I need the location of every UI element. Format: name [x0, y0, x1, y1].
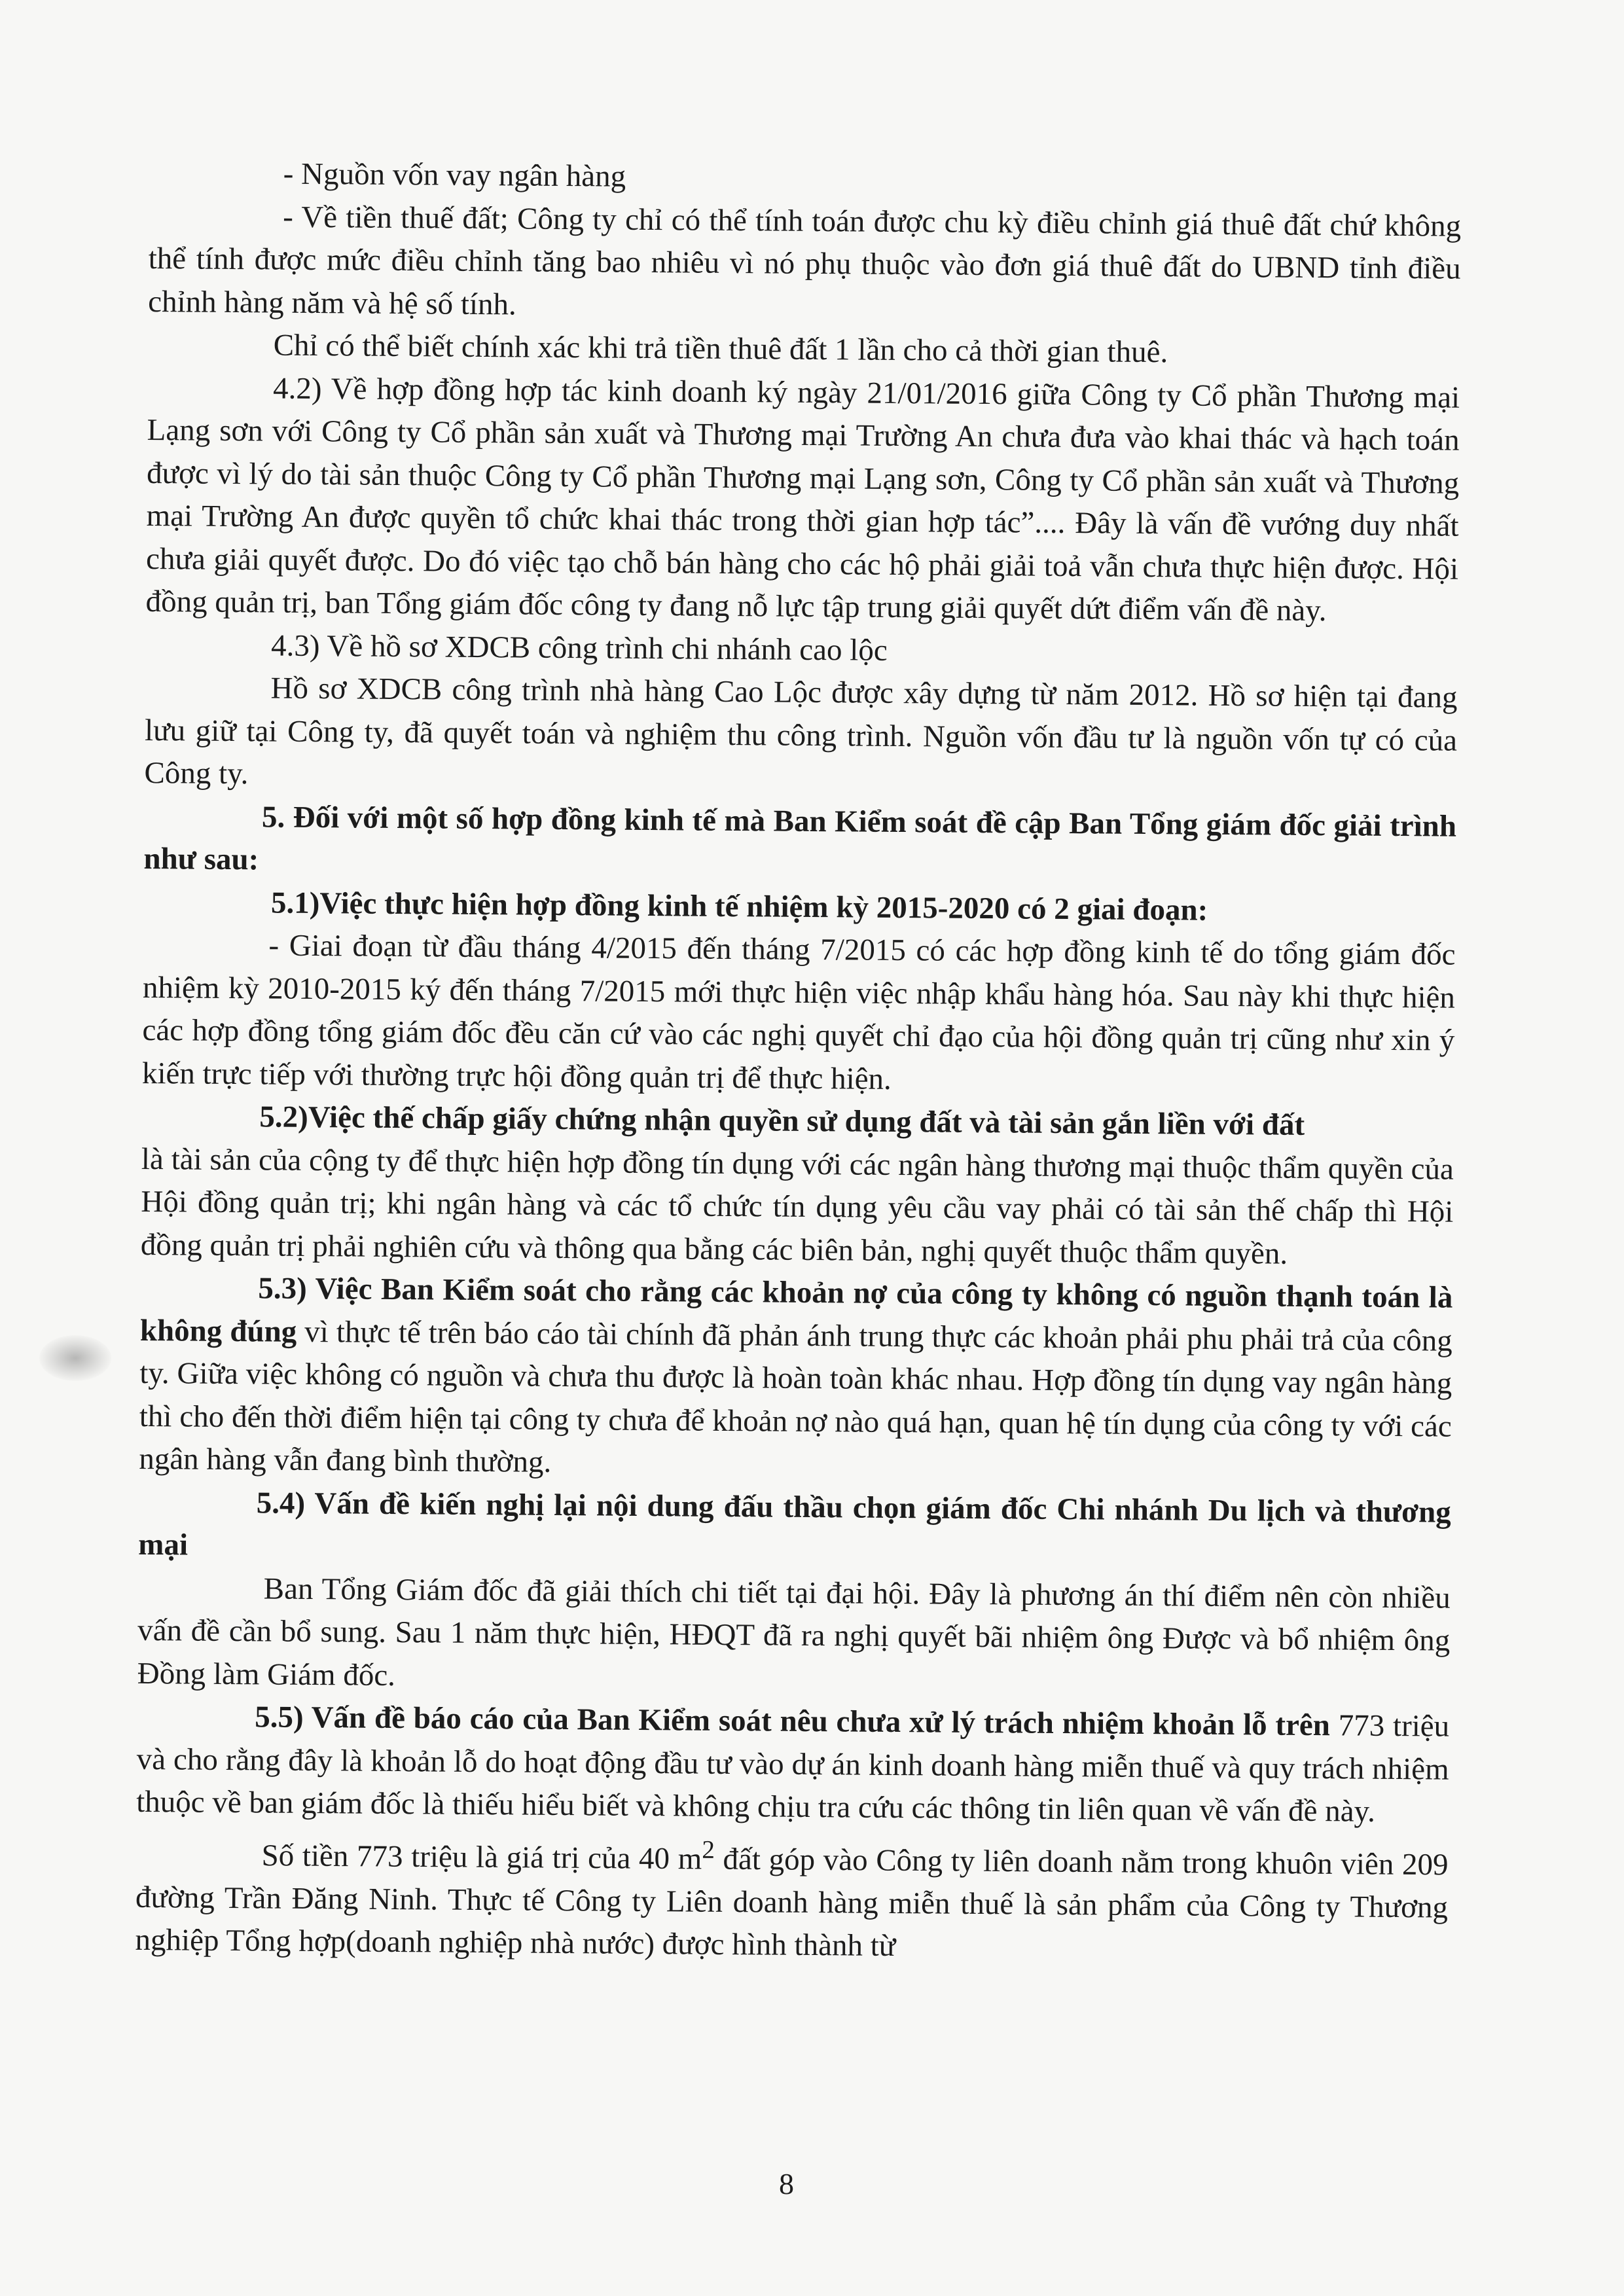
paragraph-4-3-title: 4.3) Về hồ sơ XDCB công trình chi nhánh cao lộc	[270, 628, 888, 668]
section-5-1-heading: 5.1)Việc thực hiện hợp đồng kinh tế nhiệm kỳ 2015-2020 có 2 giai đoạn:	[270, 885, 1208, 927]
paragraph-land-tax-note: Chỉ có thể biết chính xác khi trả tiền thuê đất 1 lần cho cả thời gian thuê.	[273, 328, 1168, 370]
paragraph-5-2-body: là tài sản của cộng ty để thực hiện hợp đồng tín dụng với các ngân hàng thương mại thuộc thẩm quyền của Hội đồng quản trị; khi ngân hàng và các tổ chức tín dụng yêu cầu vay phải có tài sản thế chấp thì Hội đồng quản trị phải nghiên cứu và thông qua bằng các biên bản, nghị quyết thuộc thẩm quyền.	[140, 1141, 1454, 1271]
square-meter-superscript: 2	[702, 1835, 715, 1864]
paragraph-773-part2: đất góp vào Công ty liên doanh nằm trong khuôn viên 209 đường Trần Đăng Ninh. Thực tế Công ty Liên doanh hàng miễn thuế là sản phẩm của Công ty Thương nghiệp Tổng hợp(doanh nghiệp nhà nước) được hình thành từ	[135, 1842, 1449, 1964]
paragraph-5-5	[136, 1695, 1449, 1834]
section-5-3-heading: 5.3) Việc Ban Kiểm soát cho rằng các khoản nợ của công ty không có nguồn thạnh toán là không đúng	[139, 1271, 1453, 1349]
section-5-4-heading: 5.4) Vấn đề kiến nghị lại nội dung đấu thầu chọn giám đốc Chi nhánh Du lịch và thương mại	[138, 1485, 1451, 1562]
paper-stain	[39, 1335, 111, 1381]
section-5-heading: 5. Đối với một số hợp đồng kinh tế mà Ban Kiểm soát đề cập Ban Tổng giám đốc giải trình như sau:	[143, 799, 1457, 877]
section-5-5-heading: 5.5) Vấn đề báo cáo của Ban Kiểm soát nêu chưa xử lý trách nhiệm khoản lỗ trên	[255, 1700, 1331, 1743]
document-body	[135, 152, 1462, 1972]
paragraph-bank-loan: - Nguồn vốn vay ngân hàng	[283, 156, 626, 194]
paragraph-773-million	[135, 1823, 1449, 1972]
paragraph-5-4-body: Ban Tổng Giám đốc đã giải thích chi tiết tại đại hội. Đây là phương án thí điểm nên còn nhiều vấn đề cần bổ sung. Sau 1 năm thực hiện, HĐQT đã ra nghị quyết bãi nhiệm ông Được và bổ nhiệm ông Đồng làm Giám đốc.	[137, 1571, 1451, 1693]
section-5-2-heading: 5.2)Việc thế chấp giấy chứng nhận quyền sử dụng đất và tài sản gắn liền với đất	[259, 1100, 1305, 1142]
page-number: 8	[779, 2167, 794, 2200]
paragraph-land-tax: - Về tiền thuế đất; Công ty chỉ có thể tính toán được chu kỳ điều chỉnh giá thuê đất chứ không thể tính được mức điều chỉnh tăng bao nhiêu vì nó phụ thuộc vào đơn giá thuê đất do UBND tỉnh điều chỉnh hàng năm và hệ số tính.	[148, 200, 1462, 321]
section-5-3-body: vì thực tế trên báo cáo tài chính đã phản ánh trung thực các khoản phải phu phải trả của công ty. Giữa việc không có nguồn và chưa thu được là hoàn toàn khác nhau. Hợp đồng tín dụng vay ngân hàng thì cho đến thời điểm hiện tại công ty chưa để khoản nợ nào quá hạn, quan hệ tín dụng của công ty với các ngân hàng vẫn đang bình thường.	[139, 1314, 1453, 1479]
paragraph-5-3	[139, 1266, 1453, 1491]
paragraph-5-1-body: - Giai đoạn từ đầu tháng 4/2015 đến tháng 7/2015 có các hợp đồng kinh tế do tổng giám đốc nhiệm kỳ 2010-2015 ký đến tháng 7/2015 mới thực hiện việc nhập khẩu hàng hóa. Sau này khi thực hiện các hợp đồng tổng giám đốc đều căn cứ vào các nghị quyết chỉ đạo của hội đồng quản trị cũng như xin ý kiến trực tiếp với thường trực hội đồng quản trị để thực hiện.	[141, 928, 1456, 1096]
section-5-5-body: 773 triệu và cho rằng đây là khoản lỗ do hoạt động đầu tư vào dự án kinh doanh hàng miễn thuế và quy trách nhiệm thuộc về ban giám đốc là thiếu hiểu biết và không chịu tra cứu các thông tin liên quan về vấn đề này.	[135, 1708, 1450, 1829]
paragraph-4-3-body: Hồ sơ XDCB công trình nhà hàng Cao Lộc được xây dựng từ năm 2012. Hồ sơ hiện tại đang lưu giữ tại Công ty, đã quyết toán và nghiệm thu công trình. Nguồn vốn đầu tư là nguồn vốn tự có của Công ty.	[144, 671, 1458, 791]
paragraph-4-2: 4.2) Về hợp đồng hợp tác kinh doanh ký ngày 21/01/2016 giữa Công ty Cổ phần Thương mại Lạng sơn với Công ty Cổ phần sản xuất và Thương mại Trường An chưa đưa vào khai thác và hạch toán được vì lý do tài sản thuộc Công ty Cổ phần Thương mại Lạng sơn, Công ty Cổ phần sản xuất và Thương mại Trường An được quyền tổ chức khai thác trong thời gian hợp tác”.... Đây là vấn đề vướng duy nhất chưa giải quyết được. Do đó việc tạo chỗ bán hàng cho các hộ phải giải toả vẫn chưa thực hiện được. Hội đồng quản trị, ban Tổng giám đốc công ty đang nỗ lực tập trung giải quyết dứt điểm vấn đề này.	[145, 370, 1460, 628]
paragraph-773-part1: Số tiền 773 triệu là giá trị của 40 m	[261, 1838, 702, 1876]
